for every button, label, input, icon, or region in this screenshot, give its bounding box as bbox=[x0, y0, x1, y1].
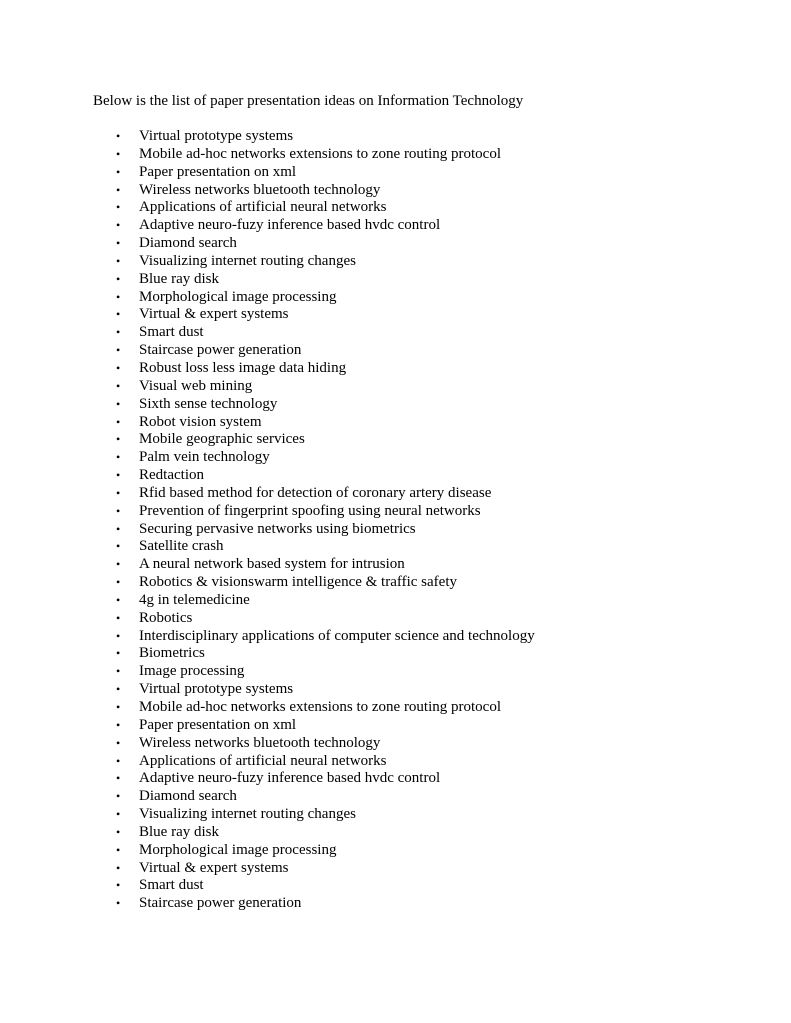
bullet-icon: • bbox=[116, 896, 121, 911]
bullet-icon: • bbox=[116, 325, 121, 340]
bullet-icon: • bbox=[116, 146, 121, 161]
bullet-icon: • bbox=[116, 307, 121, 322]
bullet-icon: • bbox=[116, 646, 121, 661]
bullet-icon: • bbox=[116, 200, 121, 215]
list-item-text: Mobile ad-hoc networks extensions to zone routing protocol bbox=[139, 145, 502, 162]
list-item-text: Image processing bbox=[139, 663, 245, 680]
bullet-icon: • bbox=[116, 735, 121, 750]
list-item-text: Paper presentation on xml bbox=[139, 163, 297, 180]
list-item-text: Blue ray disk bbox=[139, 270, 219, 287]
bullet-icon: • bbox=[116, 557, 121, 572]
list-item-text: Palm vein technology bbox=[139, 449, 270, 466]
bullet-icon: • bbox=[116, 360, 121, 375]
list-item-text: Paper presentation on xml bbox=[139, 716, 297, 733]
list-item-text: Interdisciplinary applications of computer science and technology bbox=[139, 627, 535, 644]
bullet-icon: • bbox=[116, 860, 121, 875]
bullet-icon: • bbox=[116, 789, 121, 804]
list-item-text: Robot vision system bbox=[139, 413, 262, 430]
list-item-text: Staircase power generation bbox=[139, 342, 302, 359]
list-item-text: Visual web mining bbox=[139, 377, 253, 394]
list-item-text: Applications of artificial neural networks bbox=[139, 752, 387, 769]
bullet-icon: • bbox=[116, 807, 121, 822]
bullet-icon: • bbox=[116, 468, 121, 483]
list-item-text: Mobile ad-hoc networks extensions to zone routing protocol bbox=[139, 699, 502, 715]
bullet-icon: • bbox=[116, 575, 121, 590]
list-item-text: Diamond search bbox=[139, 235, 237, 252]
list-item-text: Virtual prototype systems bbox=[139, 128, 294, 144]
list-item-text: Smart dust bbox=[139, 877, 204, 894]
list-item-text: Robust loss less image data hiding bbox=[139, 359, 347, 376]
bullet-icon: • bbox=[116, 218, 121, 233]
bullet-icon: • bbox=[116, 700, 121, 714]
bullet-icon: • bbox=[116, 628, 121, 643]
bullet-icon: • bbox=[116, 414, 121, 429]
list-item-text: Sixth sense technology bbox=[139, 395, 278, 412]
list-item-text: Satellite crash bbox=[139, 538, 224, 555]
list-item-text: 4g in telemedicine bbox=[139, 591, 250, 608]
list-item-text: Robotics & visionswarm intelligence & traffic safety bbox=[139, 574, 457, 591]
bullet-icon: • bbox=[116, 592, 121, 607]
bullet-icon: • bbox=[116, 129, 121, 143]
bullet-icon: • bbox=[116, 664, 121, 679]
list-item-text: Virtual & expert systems bbox=[139, 859, 289, 876]
bullet-icon: • bbox=[116, 539, 121, 554]
bullet-icon: • bbox=[116, 271, 121, 286]
list-item-text: Biometrics bbox=[139, 645, 205, 662]
bullet-icon: • bbox=[116, 842, 121, 857]
bullet-icon: • bbox=[116, 343, 121, 358]
bullet-icon: • bbox=[116, 521, 121, 536]
list-item-text: Staircase power generation bbox=[139, 895, 302, 912]
list-item-text: Wireless networks bluetooth technology bbox=[139, 734, 381, 751]
bullet-icon: • bbox=[116, 289, 121, 304]
list-item-text: Diamond search bbox=[139, 788, 237, 805]
list-item-text: Adaptive neuro-fuzy inference based hvdc control bbox=[139, 770, 441, 787]
bullet-icon: • bbox=[116, 485, 121, 500]
list-item-text: Mobile geographic services bbox=[139, 431, 305, 448]
bullet-icon: • bbox=[116, 396, 121, 411]
intro-paragraph: Below is the list of paper presentation ideas on Information Technology bbox=[93, 93, 524, 109]
bullet-icon: • bbox=[116, 378, 121, 393]
list-item-text: Visualizing internet routing changes bbox=[139, 252, 356, 269]
list-item-text: Adaptive neuro-fuzy inference based hvdc control bbox=[139, 217, 441, 234]
list-item-text: Morphological image processing bbox=[139, 288, 337, 305]
bullet-icon: • bbox=[116, 717, 121, 732]
list-item-text: Rfid based method for detection of coronary artery disease bbox=[139, 484, 492, 501]
bullet-icon: • bbox=[116, 236, 121, 251]
bullet-icon: • bbox=[116, 610, 121, 625]
list-item-text: Morphological image processing bbox=[139, 841, 337, 858]
bullet-icon: • bbox=[116, 682, 121, 697]
bullet-icon: • bbox=[116, 253, 121, 268]
bullet-icon: • bbox=[116, 753, 121, 768]
bullet-icon: • bbox=[116, 182, 121, 197]
list-item-text: Virtual & expert systems bbox=[139, 306, 289, 323]
list-item-text: Blue ray disk bbox=[139, 823, 219, 840]
bullet-icon: • bbox=[116, 164, 121, 179]
list-item-text: Robotics bbox=[139, 609, 193, 626]
bullet-icon: • bbox=[116, 771, 121, 786]
list-item-text: Redtaction bbox=[139, 467, 204, 484]
bullet-icon: • bbox=[116, 450, 121, 465]
list-item-text: Securing pervasive networks using biometrics bbox=[139, 520, 416, 537]
bullet-icon: • bbox=[116, 432, 121, 447]
list-item-text: Smart dust bbox=[139, 324, 204, 341]
list-item-text: Virtual prototype systems bbox=[139, 681, 294, 698]
bullet-icon: • bbox=[116, 824, 121, 839]
list-item-text: Prevention of fingerprint spoofing using neural networks bbox=[139, 502, 481, 519]
bullet-icon: • bbox=[116, 503, 121, 518]
list-item-text: A neural network based system for intrusion bbox=[139, 556, 405, 573]
list-item-text: Wireless networks bluetooth technology bbox=[139, 181, 381, 198]
list-item-text: Visualizing internet routing changes bbox=[139, 806, 356, 823]
list-item-text: Applications of artificial neural networks bbox=[139, 199, 387, 216]
bullet-icon: • bbox=[116, 878, 121, 893]
